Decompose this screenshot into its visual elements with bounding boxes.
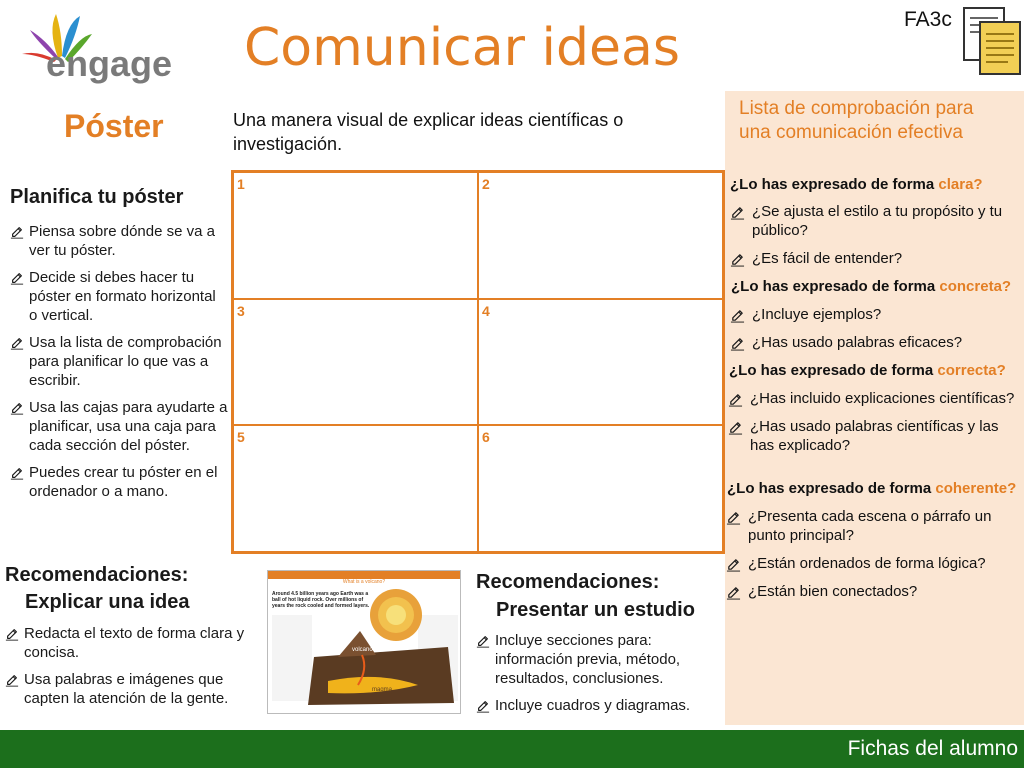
grid-box-6[interactable]: 6 — [478, 425, 723, 552]
plan-list — [10, 222, 228, 509]
footer-bar — [0, 730, 1024, 768]
pencil-icon — [726, 510, 741, 525]
pencil-icon — [10, 401, 24, 415]
pencil-icon — [728, 420, 743, 435]
checklist-list-correcta — [728, 389, 1020, 464]
checklist-item: ¿Están bien conectados? — [726, 582, 1024, 601]
pencil-icon — [5, 673, 19, 687]
checklist-heading: Lista de comprobación para una comunicación efectiva — [739, 98, 974, 143]
svg-text:volcano: volcano — [352, 647, 373, 653]
page-title: Comunicar ideas — [244, 18, 680, 78]
list-item: Usa las cajas para ayudarte a planificar, usa una caja para cada sección del póster. — [10, 398, 228, 455]
planning-grid — [231, 170, 725, 554]
pencil-icon — [730, 205, 745, 220]
checklist-item: ¿Has usado palabras científicas y las has explicado? — [728, 417, 1020, 455]
pencil-icon — [730, 308, 745, 323]
pencil-icon — [5, 627, 19, 641]
checklist-list-clara — [730, 202, 1020, 277]
grid-box-3[interactable]: 3 — [233, 299, 478, 426]
engage-logo — [18, 10, 193, 85]
checklist-item: ¿Presenta cada escena o párrafo un punto principal? — [726, 507, 1024, 545]
list-item: Piensa sobre dónde se va a ver tu póster. — [10, 222, 228, 260]
pencil-icon — [10, 466, 24, 480]
checklist-item: ¿Se ajusta el estilo a tu propósito y tu público? — [730, 202, 1020, 240]
poster-subtitle: Póster — [64, 108, 164, 144]
checklist-list-coherente — [726, 507, 1024, 610]
rec-explain-heading: Recomendaciones: Explicar una idea — [5, 564, 190, 613]
rec-explain-list — [5, 624, 257, 716]
checklist-question-coherente: ¿Lo has expresado de forma coherente? — [727, 480, 1017, 497]
pencil-icon — [728, 392, 743, 407]
footer-label: Fichas del alumno — [847, 737, 1018, 760]
document-icon — [960, 6, 1024, 76]
plan-heading: Planifica tu póster — [10, 186, 184, 208]
rec-present-heading: Recomendaciones: Presentar un estudio — [476, 571, 695, 621]
checklist-question-correcta: ¿Lo has expresado de forma correcta? — [729, 362, 1006, 379]
checklist-item: ¿Incluye ejemplos? — [730, 305, 1020, 324]
pencil-icon — [730, 252, 745, 267]
checklist-item: ¿Están ordenados de forma lógica? — [726, 554, 1024, 573]
list-item: Usa palabras e imágenes que capten la atención de la gente. — [5, 670, 257, 708]
logo-text: engage — [46, 43, 173, 84]
grid-box-2[interactable]: 2 — [478, 172, 723, 299]
pencil-icon — [10, 336, 24, 350]
checklist-item: ¿Has incluido explicaciones científicas? — [728, 389, 1020, 408]
checklist-list-concreta — [730, 305, 1020, 361]
pencil-icon — [476, 699, 490, 713]
checklist-item: ¿Has usado palabras eficaces? — [730, 333, 1020, 352]
pencil-icon — [730, 336, 745, 351]
grid-box-4[interactable]: 4 — [478, 299, 723, 426]
pencil-icon — [726, 585, 741, 600]
list-item: Redacta el texto de forma clara y concisa. — [5, 624, 257, 662]
list-item: Puedes crear tu póster en el ordenador o a mano. — [10, 463, 228, 501]
list-item: Incluye secciones para: información previa, método, resultados, conclusiones. — [476, 631, 724, 688]
poster-intro: Una manera visual de explicar ideas científicas o investigación. — [233, 110, 624, 154]
list-item: Incluye cuadros y diagramas. — [476, 696, 724, 715]
grid-box-1[interactable]: 1 — [233, 172, 478, 299]
pencil-icon — [476, 634, 490, 648]
checklist-item: ¿Es fácil de entender? — [730, 249, 1020, 268]
sheet-code: FA3c — [904, 8, 952, 31]
checklist-question-clara: ¿Lo has expresado de forma clara? — [730, 176, 983, 193]
grid-box-5[interactable]: 5 — [233, 425, 478, 552]
pencil-icon — [10, 271, 24, 285]
svg-text:magma: magma — [372, 687, 393, 693]
rec-present-list — [476, 631, 724, 723]
example-poster-image: What is a volcano? Around 4.5 billion years ago Earth was a ball of hot liquid rock. Over millions of years the rock cooled and formed layers. volcano magma — [267, 570, 461, 714]
svg-text:Around 4.5 billion years ago E: Around 4.5 billion years ago Earth was a ball of hot liquid rock. Over millions of years the rock cooled and formed layers. — [272, 591, 370, 609]
list-item: Decide si debes hacer tu póster en formato horizontal o vertical. — [10, 268, 228, 325]
checklist-question-concreta: ¿Lo has expresado de forma concreta? — [731, 278, 1012, 295]
pencil-icon — [726, 557, 741, 572]
pencil-icon — [10, 225, 24, 239]
list-item: Usa la lista de comprobación para planificar lo que vas a escribir. — [10, 333, 228, 390]
